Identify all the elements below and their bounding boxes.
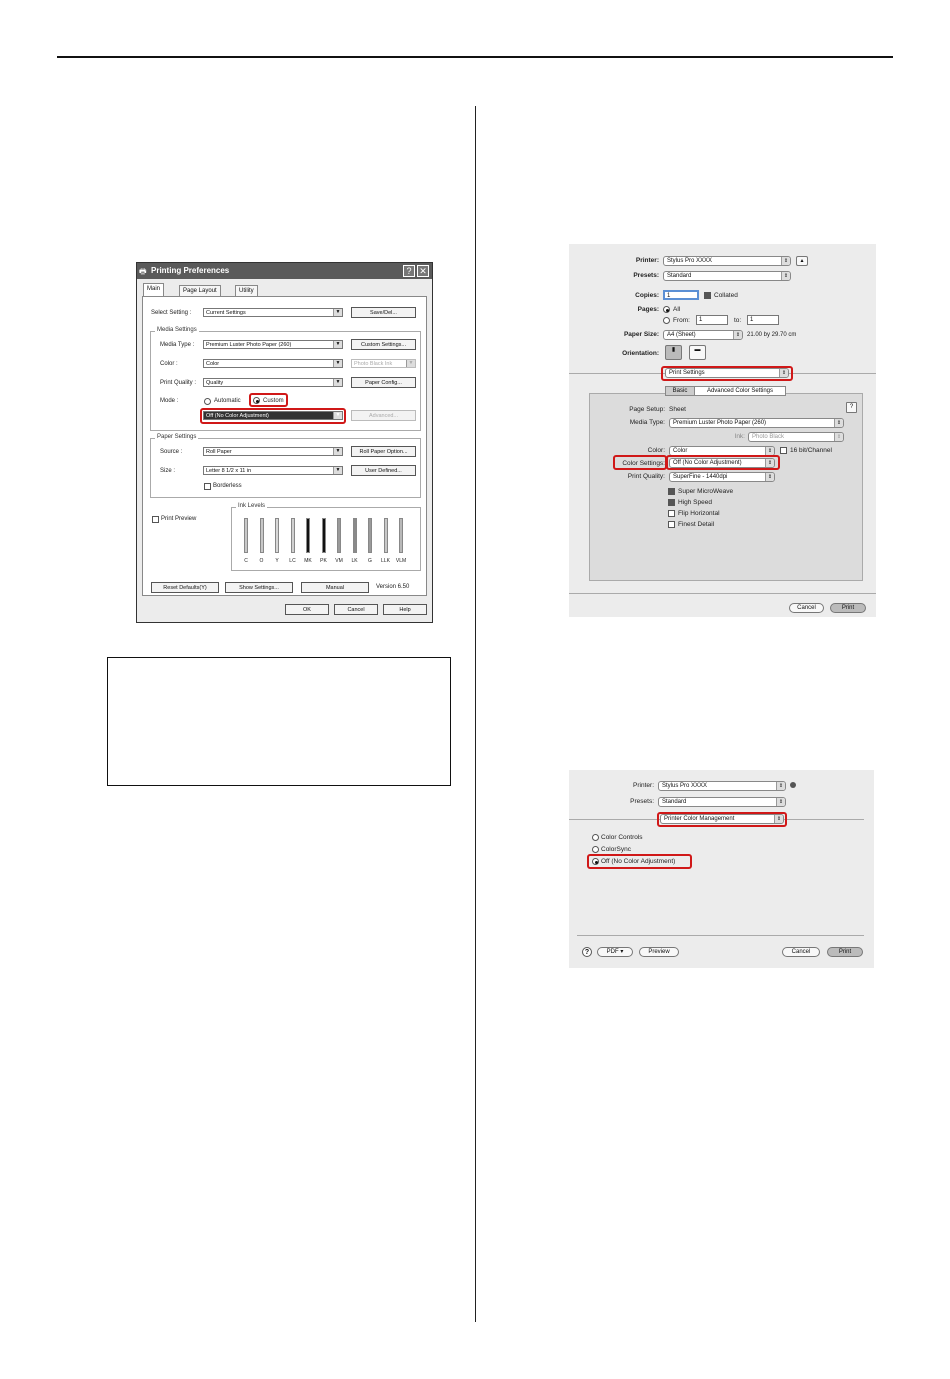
reset-defaults-button[interactable]: Reset Defaults(Y) [151, 582, 219, 593]
ink-level-bar [306, 518, 310, 553]
user-defined-button[interactable]: User Defined... [351, 465, 416, 476]
color-controls-radio[interactable] [592, 834, 599, 841]
media-settings-group [150, 327, 421, 431]
pages-to-label: to: [734, 317, 742, 324]
chevron-down-icon: ▼ [333, 360, 342, 367]
paper-size-label: Paper Size: [623, 331, 659, 338]
printer-popup[interactable] [663, 256, 791, 266]
presets-value: Standard [662, 799, 687, 805]
info-icon[interactable]: ? [846, 402, 857, 413]
mac-print-dialog-settings [569, 244, 876, 617]
ink-level-bar [291, 518, 295, 553]
orientation-label: Orientation: [622, 350, 659, 357]
pages-all-label: All [673, 306, 681, 313]
close-icon[interactable]: ✕ [417, 265, 429, 277]
paper-settings-title: Paper Settings [157, 434, 197, 440]
panel-popup-value: Print Settings [669, 370, 705, 376]
option-label: Flip Horizontal [678, 510, 720, 517]
media-type-value: Premium Luster Photo Paper (260) [673, 420, 767, 426]
chevron-down-icon: ▼ [406, 360, 415, 367]
save-del-button[interactable]: Save/Del... [351, 307, 416, 318]
panel-popup[interactable] [660, 814, 784, 824]
ink-level-label: VM [335, 558, 343, 564]
ink-level-label: Y [275, 558, 279, 564]
to-input[interactable]: 1 [747, 315, 779, 325]
tab-utility-label: Utility [239, 288, 254, 294]
copies-label: Copies: [635, 292, 659, 299]
size-combo[interactable] [203, 466, 343, 475]
page-top-rule [57, 56, 893, 58]
show-settings-button[interactable]: Show Settings... [225, 582, 293, 593]
ink-value: Photo Black Ink [354, 361, 393, 367]
status-dot-icon [790, 782, 796, 788]
copies-input[interactable]: 1 [663, 290, 699, 300]
print-quality-label: Print Quality : [160, 380, 197, 386]
panel-popup[interactable] [665, 368, 789, 378]
chevron-down-icon: ▼ [333, 379, 342, 386]
ink-level-label: PK [320, 558, 327, 564]
ink-level-bar [399, 518, 403, 553]
pages-from-radio[interactable] [663, 317, 670, 324]
from-input[interactable]: 1 [696, 315, 728, 325]
ink-levels-group [231, 503, 421, 571]
note-box [107, 657, 451, 786]
presets-label: Presets: [630, 798, 654, 805]
pages-from-label: From: [673, 317, 690, 324]
source-label: Source : [160, 449, 183, 455]
column-divider [475, 106, 476, 1322]
help-icon[interactable]: ? [582, 947, 592, 957]
paper-config-button[interactable]: Paper Config... [351, 377, 416, 388]
media-type-popup[interactable] [669, 418, 844, 428]
paper-size-dims: 21.00 by 29.70 cm [747, 332, 797, 338]
color-controls-label: Color Controls [601, 834, 643, 841]
borderless-checkbox[interactable] [204, 483, 211, 490]
off-no-color-adjustment-label: Off (No Color Adjustment) [601, 858, 676, 865]
page-setup-label: Page Setup: [629, 406, 665, 413]
option-checkbox[interactable] [668, 521, 675, 528]
print-quality-combo[interactable] [203, 378, 343, 387]
popup-arrows-icon: ⇕ [765, 459, 774, 467]
mode-automatic-label: Automatic [214, 398, 241, 404]
ink-level-label: LC [289, 558, 296, 564]
ink-level-bar [368, 518, 372, 553]
color-label: Color : [160, 361, 178, 367]
print-preview-checkbox[interactable] [152, 516, 159, 523]
popup-arrows-icon: ⇕ [774, 815, 783, 823]
separator [577, 935, 864, 936]
popup-arrows-icon: ⇕ [779, 369, 788, 377]
ink-level-bar [275, 518, 279, 553]
presets-label: Presets: [633, 272, 659, 279]
option-checkbox[interactable] [668, 488, 675, 495]
popup-arrows-icon: ⇕ [765, 473, 774, 481]
ink-level-bar [244, 518, 248, 553]
printer-value: Stylus Pro XXXX [662, 783, 708, 789]
roll-paper-option-button[interactable]: Roll Paper Option... [351, 446, 416, 457]
tab-advanced-color-settings[interactable]: Advanced Color Settings [694, 386, 786, 396]
separator [569, 593, 876, 594]
ink-levels-title: Ink Levels [238, 503, 266, 509]
color-label: Color: [647, 447, 665, 454]
color-value: Color [673, 448, 688, 454]
16bit-label: 16 bit/Channel [790, 447, 832, 454]
presets-popup[interactable] [663, 271, 791, 281]
tab-main[interactable] [143, 283, 164, 297]
chevron-down-icon: ▼ [333, 412, 342, 419]
cancel-button[interactable]: Cancel [789, 603, 824, 613]
ink-level-label: C [244, 558, 248, 564]
pages-all-radio[interactable] [663, 306, 670, 313]
popup-arrows-icon: ⇕ [765, 447, 774, 455]
popup-arrows-icon: ⇕ [776, 798, 785, 806]
main-tab-panel [142, 296, 427, 596]
select-setting-label: Select Setting : [151, 310, 192, 316]
ink-level-label: LLK [381, 558, 390, 564]
print-button[interactable]: Print [830, 603, 866, 613]
cancel-button[interactable]: Cancel [782, 947, 820, 957]
ink-level-label: VLM [395, 558, 407, 564]
landscape-orientation-icon[interactable]: ▬ [689, 345, 706, 360]
color-value: Color [206, 361, 220, 367]
ink-level-bar [322, 518, 326, 553]
help-button[interactable]: Help [383, 604, 427, 615]
collated-checkbox[interactable] [704, 292, 711, 299]
panel-popup-value: Printer Color Management [664, 816, 735, 822]
cancel-button[interactable]: Cancel [334, 604, 378, 615]
printer-popup[interactable] [658, 781, 786, 791]
tab-page-layout-label: Page Layout [183, 288, 217, 294]
color-combo[interactable] [203, 359, 343, 368]
pdf-menu-button[interactable]: PDF ▾ [597, 947, 633, 957]
printer-label: Printer: [635, 257, 659, 264]
chevron-down-icon: ▼ [333, 448, 342, 455]
advanced-button: Advanced... [351, 410, 416, 421]
color-settings-popup[interactable] [669, 458, 775, 468]
preview-button[interactable]: Preview [639, 947, 679, 957]
mode-custom-radio[interactable] [253, 397, 260, 404]
media-type-label: Media Type : [160, 342, 195, 348]
size-label: Size : [160, 468, 176, 474]
paper-settings-group [150, 434, 421, 498]
pages-label: Pages: [637, 306, 659, 313]
media-settings-title: Media Settings [157, 327, 197, 333]
version-text: Version 6.50 [376, 584, 410, 590]
source-combo[interactable] [203, 447, 343, 456]
ink-level-bar [353, 518, 357, 553]
print-quality-label: Print Quality: [627, 473, 665, 480]
popup-arrows-icon: ⇕ [776, 782, 785, 790]
disclosure-button[interactable]: ▴ [796, 256, 808, 266]
custom-settings-button[interactable]: Custom Settings... [351, 339, 416, 350]
ink-level-label: MK [304, 558, 312, 564]
print-quality-value: SuperFine - 1440dpi [673, 474, 728, 480]
ink-level-label: LK [351, 558, 358, 564]
ink-level-bar [337, 518, 341, 553]
paper-size-popup[interactable] [663, 330, 743, 340]
mode-label: Mode : [160, 398, 179, 404]
borderless-label: Borderless [213, 483, 242, 489]
select-setting-combo[interactable] [203, 308, 343, 317]
option-checkbox[interactable] [668, 499, 675, 506]
ink-popup [748, 432, 844, 442]
option-label: High Speed [678, 499, 712, 506]
option-checkbox[interactable] [668, 510, 675, 517]
option-label: Finest Detail [678, 521, 715, 528]
ink-level-bar [260, 518, 264, 553]
print-quality-value: Quality [206, 380, 224, 386]
printing-preferences-dialog [136, 262, 433, 623]
settings-pane [589, 393, 863, 581]
color-settings-label: Color Settings: [622, 460, 665, 467]
off-no-color-adjustment-radio[interactable] [592, 858, 599, 865]
colorsync-label: ColorSync [601, 846, 631, 853]
tab-basic[interactable]: Basic [665, 386, 695, 396]
colorsync-radio[interactable] [592, 846, 599, 853]
portrait-orientation-icon[interactable]: ▮ [665, 345, 682, 360]
media-type-label: Media Type: [629, 419, 665, 426]
help-question-icon[interactable]: ? [403, 265, 415, 277]
chevron-down-icon: ▼ [333, 467, 342, 474]
ink-label: Ink: [734, 433, 745, 440]
print-button[interactable]: Print [827, 947, 863, 957]
printer-label: Printer: [633, 782, 654, 789]
source-value: Roll Paper [206, 449, 232, 455]
chevron-down-icon: ▼ [333, 309, 342, 316]
paper-size-value: A4 (Sheet) [667, 332, 696, 338]
16bit-checkbox[interactable] [780, 447, 787, 454]
tab-main-label: Main [147, 286, 161, 292]
presets-value: Standard [667, 273, 692, 279]
popup-arrows-icon: ⇕ [834, 419, 843, 427]
mode-custom-label: Custom [263, 398, 284, 404]
printer-icon: 🖶 [139, 267, 147, 276]
ok-button[interactable]: OK [285, 604, 329, 615]
manual-button[interactable]: Manual [301, 582, 369, 593]
print-preview-label: Print Preview [161, 516, 197, 522]
ink-level-bar [384, 518, 388, 553]
popup-arrows-icon: ⇕ [733, 331, 742, 339]
media-type-value: Premium Luster Photo Paper (260) [206, 342, 292, 348]
printer-value: Stylus Pro XXXX [667, 258, 713, 264]
popup-arrows-icon: ⇕ [781, 257, 790, 265]
mac-print-dialog-color-management [569, 770, 874, 968]
ink-level-label: O [259, 558, 264, 564]
size-value: Letter 8 1/2 x 11 in [206, 468, 252, 474]
color-settings-value: Off (No Color Adjustment) [673, 460, 742, 466]
mode-custom-value: Off (No Color Adjustment) [206, 413, 269, 419]
option-label: Super MicroWeave [678, 488, 734, 495]
select-setting-value: Current Settings [206, 310, 246, 316]
print-quality-popup[interactable] [669, 472, 775, 482]
popup-arrows-icon: ⇕ [834, 433, 843, 441]
ink-level-label: G [368, 558, 372, 564]
collated-label: Collated [714, 292, 738, 299]
mode-automatic-radio[interactable] [204, 398, 211, 405]
media-type-combo[interactable] [203, 340, 343, 349]
mode-custom-combo[interactable] [203, 411, 343, 420]
popup-arrows-icon: ⇕ [781, 272, 790, 280]
ink-value: Photo Black [752, 434, 785, 440]
presets-popup[interactable] [658, 797, 786, 807]
ink-combo [351, 359, 416, 368]
page-setup-value: Sheet [669, 406, 686, 413]
dialog-title: Printing Preferences [137, 263, 432, 279]
chevron-down-icon: ▼ [333, 341, 342, 348]
